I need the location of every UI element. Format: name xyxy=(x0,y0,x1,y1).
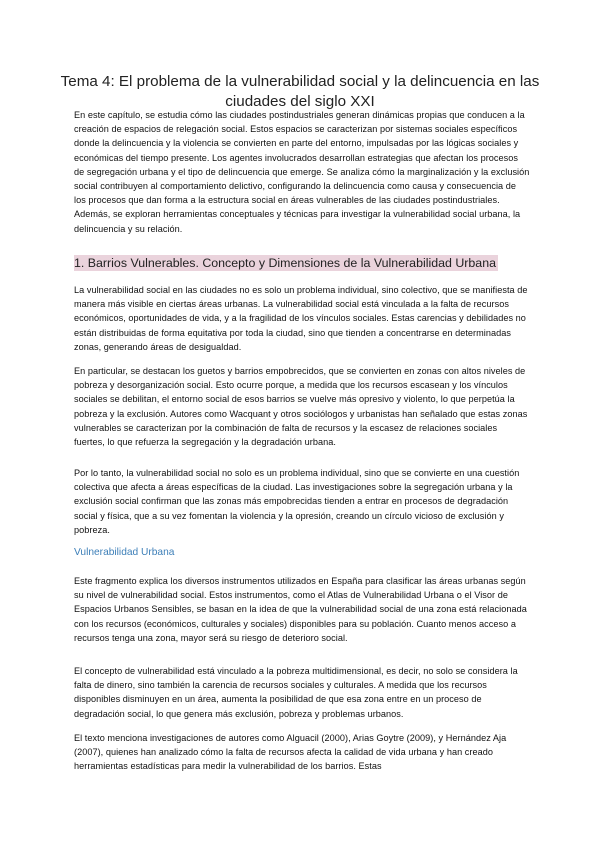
body-paragraph: Este fragmento explica los diversos instrumentos utilizados en España para clasificar las áreas urbanas según su nivel de vulnerabilidad social. Estos instrumentos, como el Atlas de Vulnerabilidad Urbana o el Visor de Espacios Urbanos Sensibles, se basan en la idea de que la vulnerabilidad social de una zona está relacionada con los recursos (económicos, culturales y sociales) disponibles para su población. Cuanto menos acceso a recursos tenga una zona, mayor será su riesgo de deterioro social. xyxy=(74,576,527,643)
body-paragraph: En particular, se destacan los guetos y barrios empobrecidos, que se convierten en zonas con altos niveles de pobreza y desorganización social. Esto ocurre porque, a medida que los recursos escasean y los vínculos sociales se debilitan, el entorno social de esos barrios se vuelve más opresivo y violento, lo que perpetúa la pobreza y la exclusión. Autores como Wacquant y otros sociólogos y urbanistas han señalado que estas zonas vulnerables se caracterizan por la combinación de falta de recursos y la escasez de relaciones sociales fuertes, lo que refuerza la segregación y la degradación urbana. xyxy=(74,366,528,448)
document-title: Tema 4: El problema de la vulnerabilidad social y la delincuencia en las ciudades del siglo XXI xyxy=(60,73,540,110)
section-heading-barrios-vulnerables: 1. Barrios Vulnerables. Concepto y Dimensiones de la Vulnerabilidad Urbana xyxy=(74,256,496,270)
intro-paragraph: En este capítulo, se estudia cómo las ciudades postindustriales generan dinámicas propias que conducen a la creación de espacios de relegación social. Estos espacios se caracterizan por sistemas sociales específicos donde la delincuencia y la violencia se convierten en parte del entorno, impulsadas por las lógicas sociales y económicas del tiempo presente. Los agentes involucrados desarrollan estrategias que afectan los procesos de segregación urbana y el tipo de delincuencia que emerge. Se analiza cómo la marginalización y la exclusión social contribuyen al comportamiento delictivo, configurando la delincuencia como causa y consecuencia de los procesos que dan forma a la estructura social en áreas vulnerables de las ciudades postindustriales. Además, se exploran herramientas conceptuales y técnicas para investigar la vulnerabilidad social urbana, la delincuencia y su relación. xyxy=(74,110,530,234)
body-paragraph: El texto menciona investigaciones de autores como Alguacil (2000), Arias Goytre (2009), y Hernández Aja (2007), quienes han analizado cómo la falta de recursos afecta la calidad de vida urbana y han creado herramientas estadísticas para medir la vulnerabilidad de los barrios. Estas xyxy=(74,733,507,772)
body-paragraph: La vulnerabilidad social en las ciudades no es solo un problema individual, sino colectivo, que se manifiesta de manera más visible en ciertas áreas urbanas. La vulnerabilidad social está vinculada a la falta de recursos económicos, oportunidades de vida, y a la fragilidad de los vínculos sociales. Estas carencias y debilidades no están distribuidas de forma equitativa por toda la ciudad, sino que tienden a concentrarse en determinadas zonas, generando áreas de desigualdad. xyxy=(74,285,528,352)
body-paragraph: El concepto de vulnerabilidad está vinculado a la pobreza multidimensional, es decir, no solo se considera la falta de dinero, sino también la carencia de recursos sociales y culturales. A medida que los recursos disponibles disminuyen en un área, aumenta la posibilidad de que esa zona entre en un proceso de degradación social, lo que genera más exclusión, pobreza y problemas urbanos. xyxy=(74,666,518,719)
subheading-vulnerabilidad-urbana: Vulnerabilidad Urbana xyxy=(74,547,175,558)
body-paragraph: Por lo tanto, la vulnerabilidad social no solo es un problema individual, sino que se convierte en una cuestión colectiva que afecta a áreas específicas de la ciudad. Las investigaciones sobre la segregación urbana y la exclusión social confirman que las zonas más empobrecidas tienden a entrar en procesos de degradación social y física, que a su vez fomentan la violencia y la opresión, creando un círculo vicioso de exclusión y pobreza. xyxy=(74,468,520,535)
